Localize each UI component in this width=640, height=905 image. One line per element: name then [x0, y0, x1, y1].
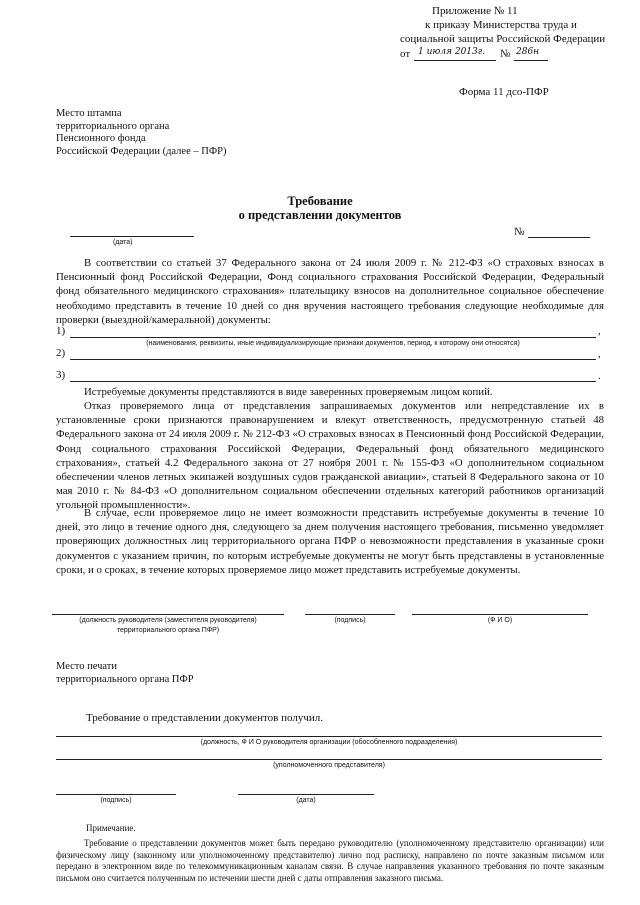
form-code: Форма 11 дсо-ПФР: [459, 86, 549, 98]
stamp-place: Место штампа территориального органа Пенсионного фонда Российской Федерации (далее – ПФР): [56, 108, 227, 157]
received-sign-line: [56, 794, 176, 795]
items-caption: (наименования, реквизиты, иные индивидуализирующие признаки документов, период, к которому они относятся): [146, 340, 520, 347]
sign-caption: (подпись): [334, 617, 366, 624]
appendix-number-label: №: [500, 48, 511, 60]
date-caption: (дата): [113, 239, 133, 246]
received-date-line: [238, 794, 374, 795]
position-caption-2: территориального органа ПФР): [116, 627, 220, 634]
paragraph-request: В соответствии со статьей 37 Федерального закона от 24 июля 2009 г. № 212-ФЗ «О страховых взносах в Пенсионный фонд Российской Федерации, Фонд социального страхования Российской Федерации, Федеральный фонд обязательного медицинского страхования» плательщику взносов на дополнительное социальное обеспечение необходимо представить в течение 10 дней со дня вручения настоящего требования следующие необходимые для проверки (выездной/камеральной) документы:: [56, 257, 604, 326]
paragraph-deadline: В случае, если проверяемое лицо не имеет возможности представить истребуемые документы в течение 10 дней, это лицо в течение одного дня, следующего за днем получения настоящего требования, письменно уведомляет проверяющих должностных лиц территориального органа ПФР о невозможности представления в указанные сроки документов с указанием причин, по которым истребуемые документы не могут быть представлены в установленные сроки, и о сроках, в течение которых проверяемое лицо может представить истребуемые документы.: [56, 507, 604, 576]
appendix-number: Приложение № 11: [432, 5, 518, 17]
handwritten-number: 286н: [516, 47, 540, 57]
item-2-end: ,: [598, 348, 601, 360]
number-line: [528, 237, 590, 238]
representative-line: [56, 759, 602, 760]
representative-caption: (уполномоченного представителя): [273, 762, 385, 769]
position-caption-1: (должность руководителя (заместителя руководителя): [79, 617, 257, 624]
note-title: Примечание.: [86, 823, 136, 833]
received-sign-caption: (подпись): [100, 797, 132, 804]
appendix-ministry-line: социальной защиты Российской Федерации: [400, 33, 606, 45]
item-1-end: ,: [598, 325, 601, 337]
sign-line: [305, 614, 395, 615]
item-1-line: [70, 337, 596, 338]
position-line: [52, 614, 284, 615]
received-position-line: [56, 736, 602, 737]
appendix-order-line: к приказу Министерства труда и: [425, 19, 577, 31]
appendix-from-label: от: [400, 48, 411, 60]
item-1-number: 1): [56, 325, 66, 337]
item-3-end: .: [598, 370, 601, 382]
received-date-caption: (дата): [296, 797, 316, 804]
received-position-caption: (должность, Ф И О руководителя организации (обособленного подразделения): [200, 739, 458, 746]
page-title: Требование: [287, 194, 353, 208]
handwritten-date: 1 июля 2013г.: [418, 47, 486, 57]
item-2-line: [70, 359, 596, 360]
item-3-line: [70, 381, 596, 382]
item-3-number: 3): [56, 369, 66, 381]
item-2-number: 2): [56, 347, 66, 359]
date-line: [70, 236, 194, 237]
note-text: Требование о представлении документов может быть передано руководителю (уполномоченному представителю организации) или физическому лицу (законному или уполномоченному представителю) лично под расписку, направлено по почте заказным письмом или передано в электронном виде по телекоммуникационным каналам связи. В случае направления указанного требования по почте заказным письмом оно считается полученным по истечении шести дней с даты отправления заказного письма.: [56, 838, 604, 883]
received-statement: Требование о представлении документов получил.: [86, 712, 323, 724]
number-sign: №: [514, 226, 525, 238]
paragraph-liability: Отказ проверяемого лица от представления запрашиваемых документов или непредставление их в установленные сроки признаются правонарушением и влекут ответственность, предусмотренную статьей 48 Федерального закона от 24 июля 2009 г. № 212-ФЗ «О страховых взносах в Пенсионный фонд Российской Федерации, Фонд социального страхования Российской Федерации, Федеральный фонд обязательного медицинского страхования», статьей 4.2 Федерального закона от 27 ноября 2001 г. № 155-ФЗ «О дополнительном социальном обеспечении членов летных экипажей воздушных судов гражданской авиации», статьей 8 Федерального закона от 10 мая 2010 г. № 84-ФЗ «О дополнительном социальном обеспечении отдельных категорий работников организаций угольной промышленности».: [56, 400, 604, 512]
seal-place: Место печати территориального органа ПФР: [56, 661, 194, 685]
page-subtitle: о представлении документов: [238, 208, 402, 222]
fio-caption: (Ф И О): [487, 617, 513, 624]
paragraph-copies: Истребуемые документы представляются в виде заверенных проверяемым лицом копий.: [84, 386, 493, 398]
fio-line: [412, 614, 588, 615]
